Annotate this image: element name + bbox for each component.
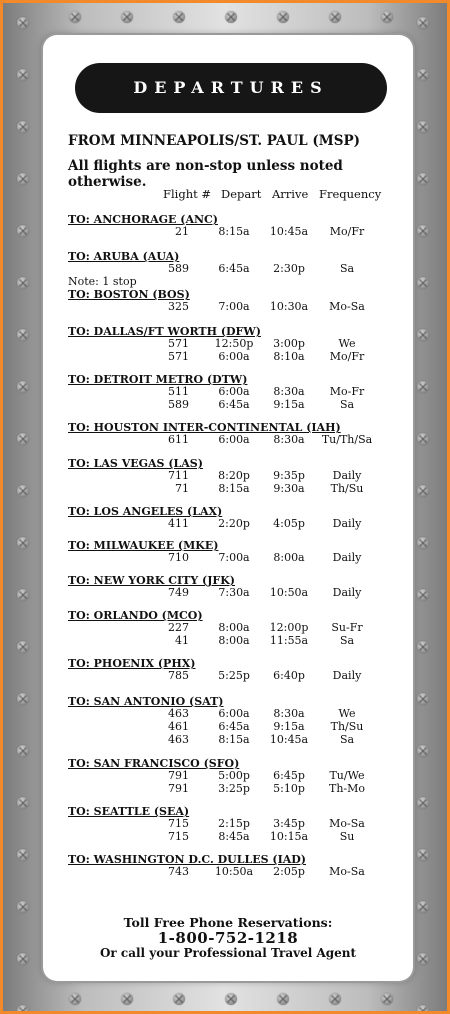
flight-number: 461 (168, 720, 189, 733)
frequency: We (338, 337, 356, 350)
travel-agent-note: Or call your Professional Travel Agent (99, 946, 357, 960)
rivet-decoration (17, 69, 29, 81)
route-title: TO: ANCHORAGE (ANC) (68, 213, 219, 226)
depart-time: 6:45a (218, 720, 250, 733)
depart-time: 3:25p (218, 782, 250, 795)
flight-number: 743 (168, 865, 189, 878)
arrive-time: 11:55a (269, 634, 309, 647)
rivet-decoration (17, 173, 29, 185)
flight-number: 227 (168, 621, 189, 634)
arrive-time: 10:15a (269, 830, 309, 843)
flight-number: 611 (168, 433, 189, 446)
frequency: Daily (332, 551, 362, 564)
departures-banner: DEPARTURES (75, 63, 387, 113)
rivet-decoration (417, 277, 429, 289)
rivet-decoration (17, 329, 29, 341)
rivet-decoration (121, 993, 133, 1005)
route-title: TO: BOSTON (BOS) (68, 288, 190, 301)
rivet-decoration (417, 745, 429, 757)
flight-number: 589 (168, 262, 189, 275)
schedule-card (43, 35, 413, 981)
route-title: TO: PHOENIX (PHX) (68, 657, 196, 670)
rivet-decoration (329, 11, 341, 23)
rivet-decoration (17, 693, 29, 705)
depart-time: 5:25p (218, 669, 250, 682)
rivet-decoration (417, 69, 429, 81)
rivet-decoration (417, 641, 429, 653)
route-title: TO: ORLANDO (MCO) (68, 609, 203, 622)
origin-heading: FROM MINNEAPOLIS/ST. PAUL (MSP) (68, 133, 360, 149)
arrive-time: 6:45p (273, 769, 305, 782)
rivet-decoration (17, 797, 29, 809)
rivet-decoration (17, 901, 29, 913)
route-title: TO: ARUBA (AUA) (68, 250, 180, 263)
rivet-decoration (417, 901, 429, 913)
rivet-decoration (17, 381, 29, 393)
nonstop-note: All flights are non-stop unless noted otherwise. (68, 158, 343, 190)
route-title: TO: WASHINGTON D.C. DULLES (IAD) (68, 853, 307, 866)
frequency: Mo/Fr (329, 350, 365, 363)
rivet-decoration (417, 1005, 429, 1011)
route-note: Note: 1 stop (68, 275, 137, 288)
flight-number: 71 (175, 482, 189, 495)
route-title: TO: LAS VEGAS (LAS) (68, 457, 203, 470)
column-header-frequency: Frequency (319, 187, 382, 201)
arrive-time: 9:15a (273, 398, 305, 411)
flight-number: 463 (168, 733, 189, 746)
frequency: Sa (339, 262, 355, 275)
rivet-decoration (417, 485, 429, 497)
frequency: We (338, 707, 356, 720)
arrive-time: 2:30p (273, 262, 305, 275)
depart-time: 8:00a (218, 634, 250, 647)
rivet-decoration (225, 993, 237, 1005)
rivet-decoration (225, 11, 237, 23)
arrive-time: 3:00p (273, 337, 305, 350)
arrive-time: 10:30a (269, 300, 309, 313)
rivet-decoration (121, 11, 133, 23)
depart-time: 8:45a (218, 830, 250, 843)
column-header-arrive: Arrive (272, 187, 309, 201)
flight-number: 325 (168, 300, 189, 313)
rivet-decoration (417, 329, 429, 341)
route-title: TO: SAN FRANCISCO (SFO) (68, 757, 240, 770)
depart-time: 12:50p (214, 337, 254, 350)
depart-time: 2:20p (218, 517, 250, 530)
frequency: Mo-Fr (329, 385, 365, 398)
flight-number: 511 (168, 385, 189, 398)
arrive-time: 4:05p (273, 517, 305, 530)
arrive-time: 9:35p (273, 469, 305, 482)
rivet-decoration (417, 693, 429, 705)
reservations-phone: 1-800-752-1218 (157, 929, 299, 947)
rivet-decoration (17, 433, 29, 445)
rivet-decoration (17, 953, 29, 965)
rivet-decoration (329, 993, 341, 1005)
rivet-decoration (17, 1005, 29, 1011)
depart-time: 8:15a (218, 225, 250, 238)
arrive-time: 6:40p (273, 669, 305, 682)
flight-number: 41 (175, 634, 189, 647)
depart-time: 2:15p (218, 817, 250, 830)
frequency: Tu/Th/Sa (321, 433, 373, 446)
route-title: TO: SAN ANTONIO (SAT) (68, 695, 224, 708)
flight-number: 710 (168, 551, 189, 564)
rivet-decoration (417, 589, 429, 601)
arrive-time: 10:45a (269, 225, 309, 238)
depart-time: 8:00a (218, 621, 250, 634)
route-title: TO: LOS ANGELES (LAX) (68, 505, 223, 518)
depart-time: 10:50a (214, 865, 254, 878)
arrive-time: 10:45a (269, 733, 309, 746)
frequency: Th/Su (330, 482, 364, 495)
frequency: Sa (339, 634, 355, 647)
depart-time: 8:20p (218, 469, 250, 482)
flight-number: 715 (168, 830, 189, 843)
rivet-decoration (17, 589, 29, 601)
flight-number: 785 (168, 669, 189, 682)
arrive-time: 10:50a (269, 586, 309, 599)
flight-number: 715 (168, 817, 189, 830)
depart-time: 6:00a (218, 707, 250, 720)
arrive-time: 12:00p (269, 621, 309, 634)
flight-number: 589 (168, 398, 189, 411)
rivet-decoration (417, 173, 429, 185)
route-title: TO: DALLAS/FT WORTH (DFW) (68, 325, 261, 338)
frequency: Sa (339, 398, 355, 411)
flight-number: 21 (175, 225, 189, 238)
frequency: Mo-Sa (329, 865, 365, 878)
depart-time: 6:00a (218, 385, 250, 398)
route-title: TO: DETROIT METRO (DTW) (68, 373, 248, 386)
arrive-time: 9:15a (273, 720, 305, 733)
depart-time: 8:15a (218, 733, 250, 746)
arrive-time: 8:00a (273, 551, 305, 564)
rivet-decoration (417, 849, 429, 861)
column-header-depart: Depart (221, 187, 262, 201)
rivet-decoration (17, 745, 29, 757)
arrive-time: 2:05p (273, 865, 305, 878)
rivet-decoration (17, 537, 29, 549)
arrive-time: 8:30a (273, 433, 305, 446)
frequency: Daily (332, 669, 362, 682)
rivet-decoration (417, 225, 429, 237)
arrive-time: 9:30a (273, 482, 305, 495)
frequency: Sa (339, 733, 355, 746)
rivet-decoration (17, 849, 29, 861)
flight-number: 411 (168, 517, 189, 530)
depart-time: 5:00p (218, 769, 250, 782)
depart-time: 6:45a (218, 262, 250, 275)
rivet-decoration (417, 537, 429, 549)
rivet-decoration (417, 433, 429, 445)
depart-time: 7:30a (218, 586, 250, 599)
frequency: Mo/Fr (329, 225, 365, 238)
rivet-decoration (417, 17, 429, 29)
rivet-decoration (17, 277, 29, 289)
arrive-time: 3:45p (273, 817, 305, 830)
frequency: Daily (332, 586, 362, 599)
frequency: Su (339, 830, 355, 843)
rivet-decoration (417, 121, 429, 133)
frequency: Daily (332, 469, 362, 482)
rivet-decoration (173, 993, 185, 1005)
frequency: Th-Mo (328, 782, 366, 795)
flight-number: 791 (168, 769, 189, 782)
rivet-decoration (17, 641, 29, 653)
flight-number: 711 (168, 469, 189, 482)
route-title: TO: MILWAUKEE (MKE) (68, 539, 219, 552)
frequency: Th/Su (330, 720, 364, 733)
rivet-decoration (69, 993, 81, 1005)
rivet-decoration (381, 993, 393, 1005)
route-title: TO: HOUSTON INTER-CONTINENTAL (IAH) (68, 421, 341, 434)
reservations-label: Toll Free Phone Reservations: (123, 915, 333, 930)
rivet-decoration (381, 11, 393, 23)
arrive-time: 5:10p (273, 782, 305, 795)
flight-number: 749 (168, 586, 189, 599)
route-title: TO: NEW YORK CITY (JFK) (68, 574, 235, 587)
depart-time: 7:00a (218, 551, 250, 564)
flight-number: 571 (168, 337, 189, 350)
rivet-decoration (69, 11, 81, 23)
depart-time: 6:00a (218, 350, 250, 363)
frequency: Tu/We (329, 769, 365, 782)
flight-number: 571 (168, 350, 189, 363)
brochure-frame (3, 3, 447, 1011)
arrive-time: 8:30a (273, 385, 305, 398)
rivet-decoration (17, 17, 29, 29)
depart-time: 8:15a (218, 482, 250, 495)
rivet-decoration (173, 11, 185, 23)
flight-number: 463 (168, 707, 189, 720)
frequency: Mo-Sa (329, 300, 365, 313)
column-header-flight: Flight # (163, 187, 212, 201)
frequency: Mo-Sa (329, 817, 365, 830)
rivet-decoration (277, 993, 289, 1005)
depart-time: 6:45a (218, 398, 250, 411)
rivet-decoration (417, 797, 429, 809)
depart-time: 7:00a (218, 300, 250, 313)
rivet-decoration (417, 953, 429, 965)
route-title: TO: SEATTLE (SEA) (68, 805, 190, 818)
rivet-decoration (17, 121, 29, 133)
rivet-decoration (17, 485, 29, 497)
arrive-time: 8:30a (273, 707, 305, 720)
flight-number: 791 (168, 782, 189, 795)
depart-time: 6:00a (218, 433, 250, 446)
rivet-decoration (277, 11, 289, 23)
frequency: Daily (332, 517, 362, 530)
rivet-decoration (417, 381, 429, 393)
rivet-decoration (17, 225, 29, 237)
arrive-time: 8:10a (273, 350, 305, 363)
frequency: Su-Fr (331, 621, 363, 634)
